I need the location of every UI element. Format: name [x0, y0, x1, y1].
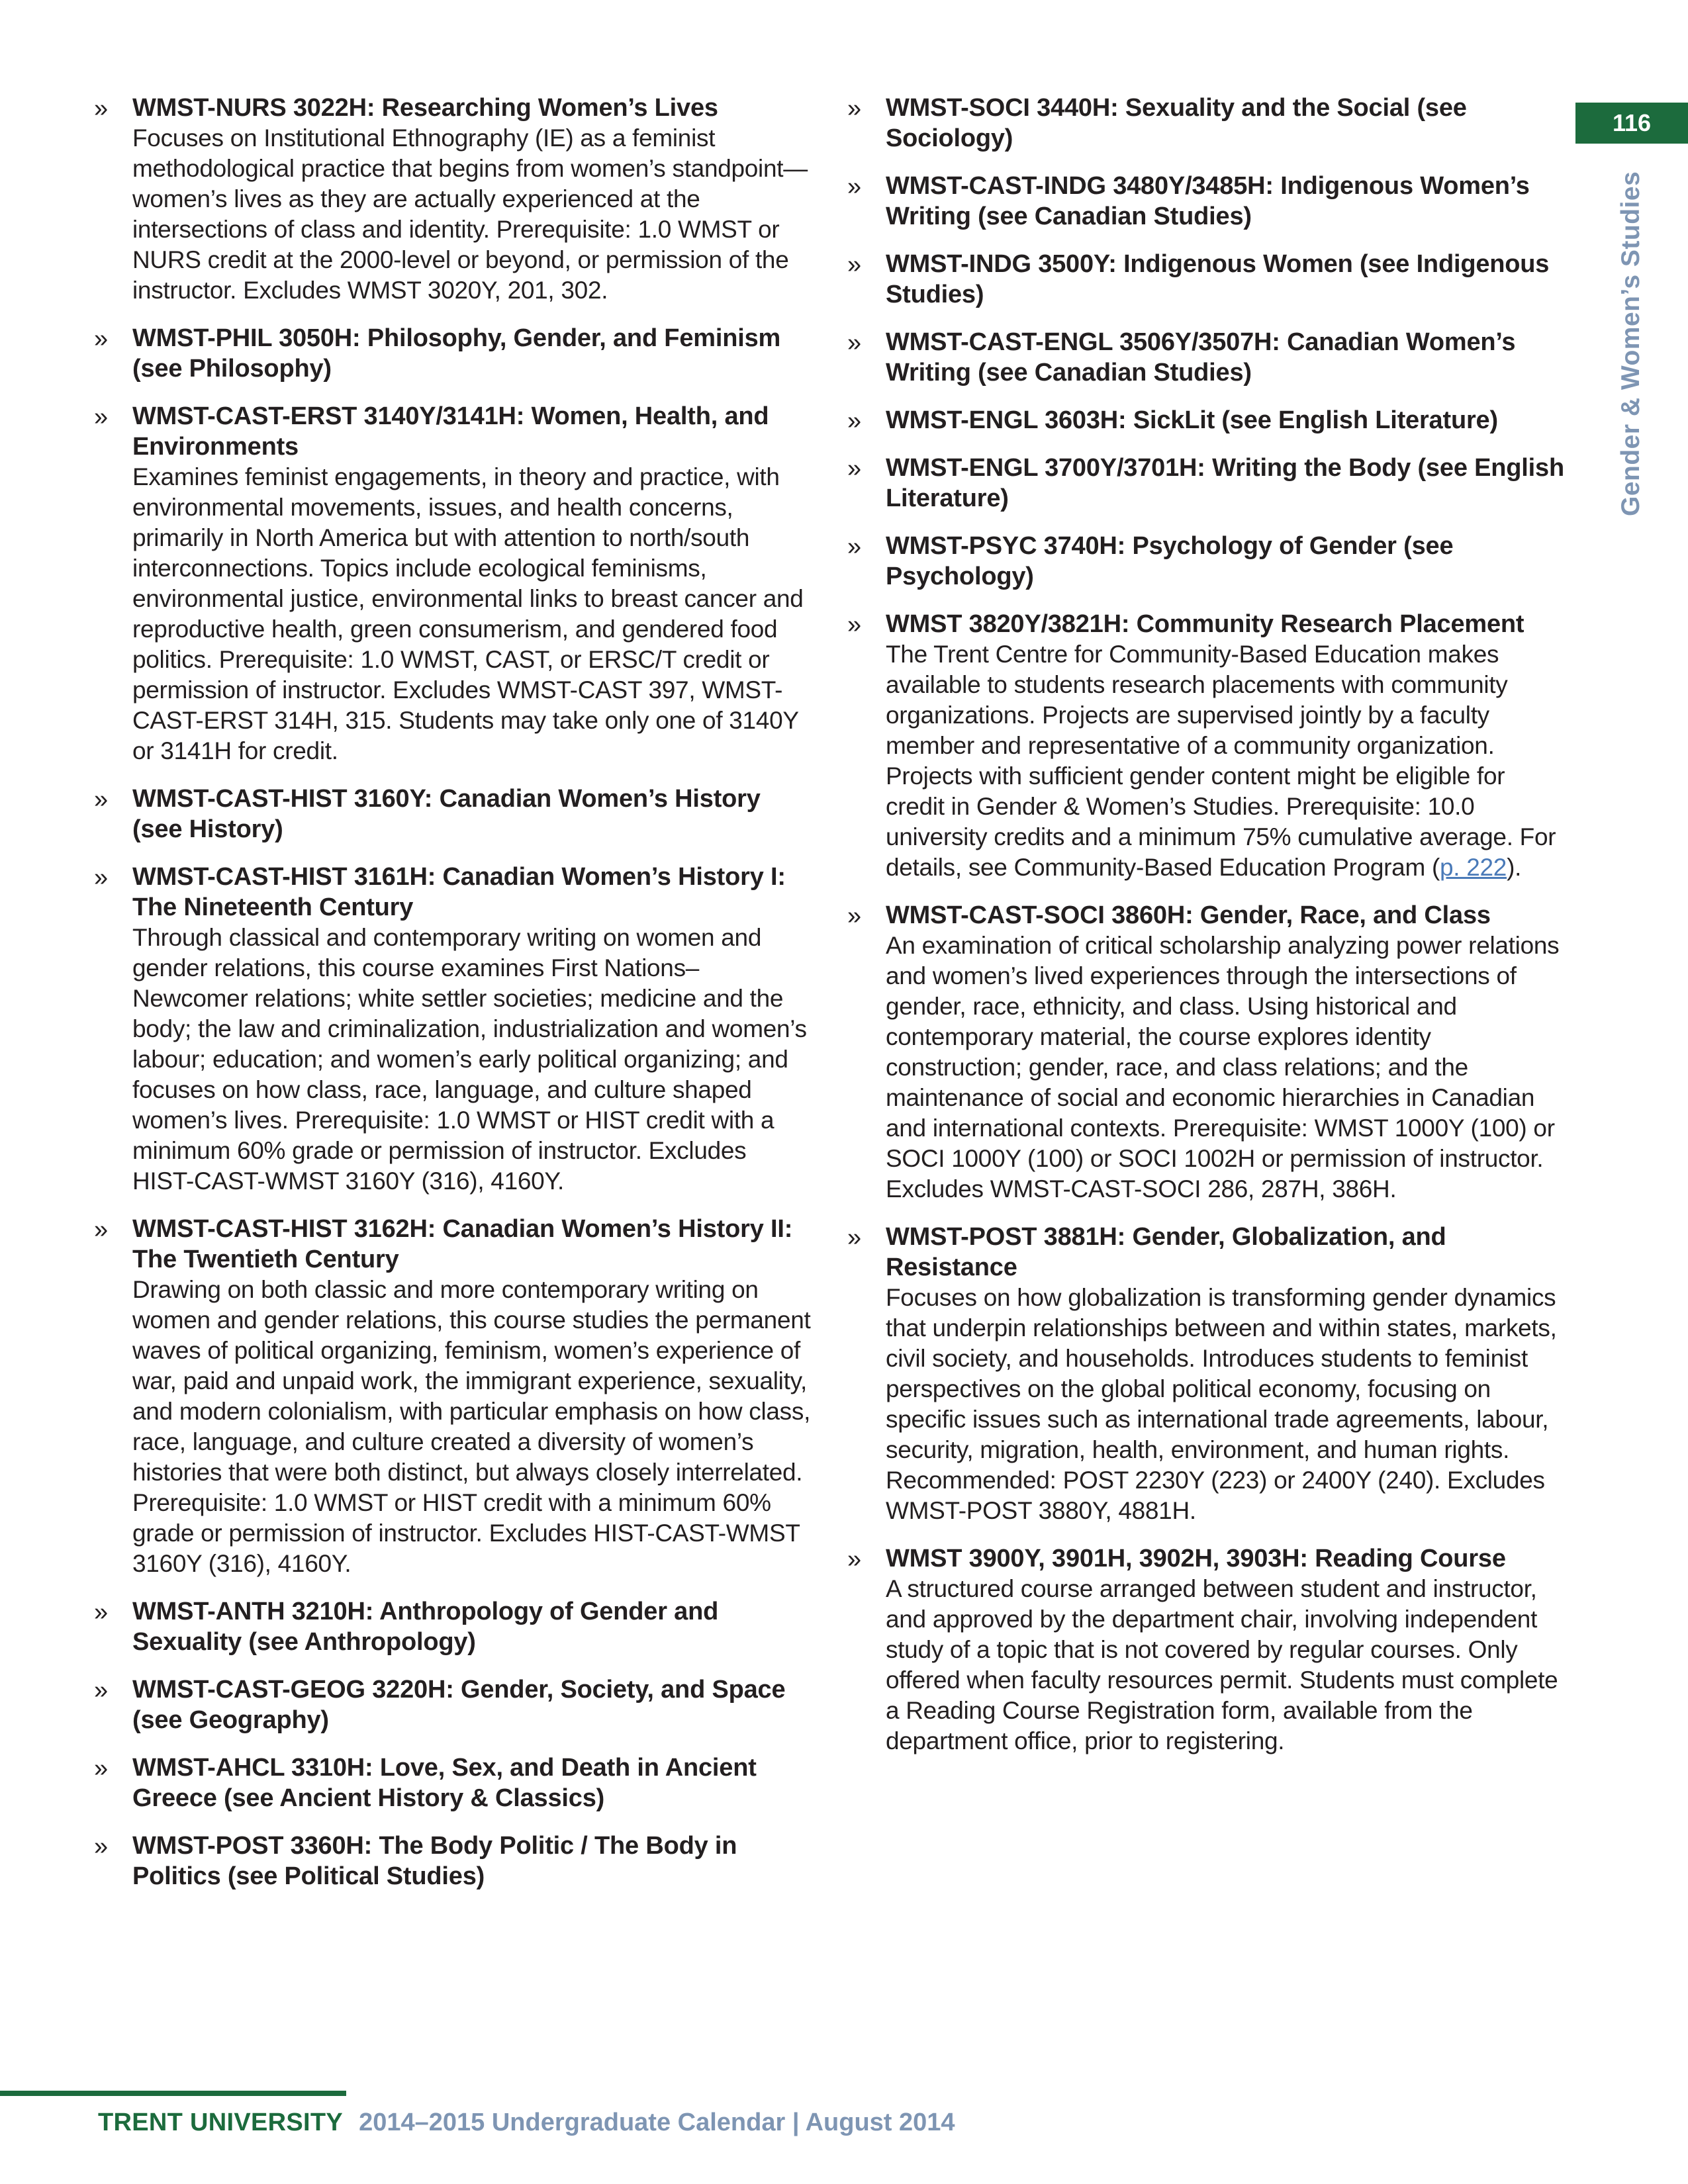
- course-title: WMST-ENGL 3700Y/3701H: Writing the Body (see English Literature): [886, 454, 1564, 512]
- course-title: WMST-ENGL 3603H: SickLit (see English Literature): [886, 406, 1498, 434]
- course-entry: [94, 1214, 812, 1579]
- course-entry: [94, 1831, 812, 1891]
- bullet-icon: »: [847, 455, 862, 482]
- course-title: WMST-CAST-HIST 3162H: Canadian Women’s History II: The Twentieth Century: [132, 1215, 793, 1273]
- bullet-icon: »: [847, 329, 862, 357]
- page-number: 116: [1612, 109, 1652, 136]
- bullet-icon: »: [847, 251, 862, 279]
- bullet-icon: »: [94, 1754, 109, 1782]
- course-title: WMST-CAST-GEOG 3220H: Gender, Society, and Space (see Geography): [132, 1676, 786, 1734]
- course-title: WMST-CAST-HIST 3161H: Canadian Women’s History I: The Nineteenth Century: [132, 863, 786, 921]
- bullet-icon: »: [94, 325, 109, 353]
- right-course-column: [847, 93, 1569, 1774]
- course-entry: [847, 1543, 1569, 1756]
- course-entry: [847, 531, 1569, 592]
- bullet-icon: »: [94, 786, 109, 813]
- course-title: WMST 3900Y, 3901H, 3902H, 3903H: Reading Course: [886, 1545, 1506, 1572]
- course-entry: [94, 1674, 812, 1735]
- footer-rule: [0, 2091, 346, 2096]
- course-title: WMST-CAST-INDG 3480Y/3485H: Indigenous Women’s Writing (see Canadian Studies): [886, 172, 1530, 230]
- course-description: Examines feminist engagements, in theory and practice, with environmental movements, issues, and health concerns, primarily in North America but with attention to north/south interconnections. Topics include ecological feminisms, environmental justice, environmental links to breast cancer and reproductive health, green consumerism, and gendered food politics. Prerequisite: 1.0 WMST, CAST, or ERSC/T credit or permission of instructor. Excludes WMST-CAST 397, WMST-CAST-ERST 314H, 315. Students may take only one of 3140Y or 3141H for credit.: [132, 463, 804, 764]
- course-description: Focuses on Institutional Ethnography (IE) as a feminist methodological practice that begins from women’s standpoint—women’s lives as they are actually experienced at the intersections of class and identity. Prerequisite: 1.0 WMST or NURS credit at the 2000-level or beyond, or permission of the instructor. Excludes WMST 3020Y, 201, 302.: [132, 124, 808, 304]
- page-reference-link[interactable]: p. 222: [1439, 854, 1507, 881]
- course-entry: [94, 401, 812, 766]
- footer-calendar: 2014–2015 Undergraduate Calendar | August 2014: [359, 2109, 955, 2136]
- course-description: Drawing on both classic and more contemporary writing on women and gender relations, this course studies the permanent waves of political organizing, feminism, women’s experience of war, paid and unpaid work, the immigrant experience, sexuality, and modern colonialism, with particular emphasis on how class, race, language, and culture created a diversity of women’s histories that were both distinct, but always closely interrelated. Prerequisite: 1.0 WMST or HIST credit with a minimum 60% grade or permission of instructor. Excludes HIST-CAST-WMST 3160Y (316), 4160Y.: [132, 1276, 811, 1577]
- course-title: WMST-POST 3360H: The Body Politic / The Body in Politics (see Political Studies): [132, 1832, 737, 1890]
- bullet-icon: »: [847, 1224, 862, 1251]
- course-description-text: The Trent Centre for Community-Based Education makes available to students research placements with community organizations. Projects are supervised jointly by a faculty member and representative of a community organization. Projects with sufficient gender content might be eligible for credit in Gender & Women’s Studies. Prerequisite: 10.0 university credits and a minimum 75% cumulative average. For details, see Community-Based Education Program (: [886, 641, 1556, 881]
- footer: [98, 2109, 955, 2137]
- course-title: WMST-INDG 3500Y: Indigenous Women (see Indigenous Studies): [886, 250, 1550, 308]
- left-course-column: [94, 93, 812, 1909]
- course-entry: [847, 453, 1569, 514]
- course-description: Through classical and contemporary writing on women and gender relations, this course examines First Nations–Newcomer relations; white settler societies; medicine and the body; the law and criminalization, industrialization and women’s labour; education; and women’s early political organizing; and focuses on how class, race, language, and culture shaped women’s lives. Prerequisite: 1.0 WMST or HIST credit with a minimum 60% grade or permission of instructor. Excludes HIST-CAST-WMST 3160Y (316), 4160Y.: [132, 924, 807, 1195]
- course-title: WMST-PHIL 3050H: Philosophy, Gender, and Feminism (see Philosophy): [132, 324, 781, 383]
- bullet-icon: »: [847, 533, 862, 561]
- course-title: WMST-AHCL 3310H: Love, Sex, and Death in Ancient Greece (see Ancient History & Classics): [132, 1754, 757, 1812]
- course-description: [886, 639, 1569, 883]
- course-title: WMST-CAST-ENGL 3506Y/3507H: Canadian Women’s Writing (see Canadian Studies): [886, 328, 1516, 387]
- bullet-icon: »: [94, 95, 109, 122]
- course-description: Focuses on how globalization is transforming gender dynamics that underpin relationships between and within states, markets, civil society, and households. Introduces students to feminist perspectives on the global political economy, focusing on specific issues such as international trade agreements, labour, security, migration, health, environment, and human rights. Recommended: POST 2230Y (223) or 2400Y (240). Excludes WMST-POST 3880Y, 4881H.: [886, 1284, 1557, 1524]
- course-entry: [847, 609, 1569, 883]
- course-entry: [847, 405, 1569, 435]
- page-number-tab: [1575, 103, 1688, 144]
- bullet-icon: »: [94, 1598, 109, 1626]
- course-entry: [847, 93, 1569, 154]
- course-description-end: ).: [1507, 854, 1522, 881]
- course-title: WMST-SOCI 3440H: Sexuality and the Social (see Sociology): [886, 94, 1467, 152]
- course-title: WMST-CAST-HIST 3160Y: Canadian Women’s History (see History): [132, 785, 761, 843]
- section-side-label: Gender & Women’s Studies: [1617, 171, 1645, 516]
- bullet-icon: »: [847, 902, 862, 930]
- course-title: WMST-PSYC 3740H: Psychology of Gender (see Psychology): [886, 532, 1454, 590]
- bullet-icon: »: [94, 403, 109, 431]
- bullet-icon: »: [847, 173, 862, 201]
- course-entry: [847, 249, 1569, 310]
- course-title: WMST-POST 3881H: Gender, Globalization, and Resistance: [886, 1223, 1446, 1281]
- course-entry: [94, 323, 812, 384]
- footer-university: TRENT UNIVERSITY: [98, 2109, 344, 2136]
- course-title: WMST-CAST-ERST 3140Y/3141H: Women, Health, and Environments: [132, 402, 769, 461]
- course-entry: [94, 1596, 812, 1657]
- course-entry: [847, 171, 1569, 232]
- bullet-icon: »: [94, 864, 109, 891]
- course-entry: [94, 784, 812, 844]
- course-entry: [94, 862, 812, 1197]
- course-description: An examination of critical scholarship analyzing power relations and women’s lived experiences through the intersections of gender, race, ethnicity, and class. Using historical and contemporary material, the course explores identity construction; gender, race, and class relations; and the maintenance of social and economic hierarchies in Canadian and international contexts. Prerequisite: WMST 1000Y (100) or SOCI 1000Y (100) or SOCI 1002H or permission of instructor. Excludes WMST-CAST-SOCI 286, 287H, 386H.: [886, 932, 1560, 1203]
- bullet-icon: »: [847, 1545, 862, 1573]
- course-entry: [94, 1752, 812, 1813]
- course-entry: [94, 93, 812, 306]
- course-entry: [847, 327, 1569, 388]
- course-title: WMST-CAST-SOCI 3860H: Gender, Race, and Class: [886, 901, 1491, 929]
- bullet-icon: »: [94, 1676, 109, 1704]
- course-title: WMST-NURS 3022H: Researching Women’s Lives: [132, 94, 718, 122]
- course-entry: [847, 1222, 1569, 1526]
- bullet-icon: »: [94, 1216, 109, 1244]
- course-description: A structured course arranged between student and instructor, and approved by the department chair, involving independent study of a topic that is not covered by regular courses. Only offered when faculty resources permit. Students must complete a Reading Course Registration form, available from the department office, prior to registering.: [886, 1575, 1558, 1754]
- course-entry: [847, 900, 1569, 1205]
- bullet-icon: »: [847, 611, 862, 639]
- course-title: WMST-ANTH 3210H: Anthropology of Gender and Sexuality (see Anthropology): [132, 1598, 719, 1656]
- course-title: WMST 3820Y/3821H: Community Research Placement: [886, 610, 1524, 638]
- bullet-icon: »: [94, 1833, 109, 1860]
- bullet-icon: »: [847, 407, 862, 435]
- bullet-icon: »: [847, 95, 862, 122]
